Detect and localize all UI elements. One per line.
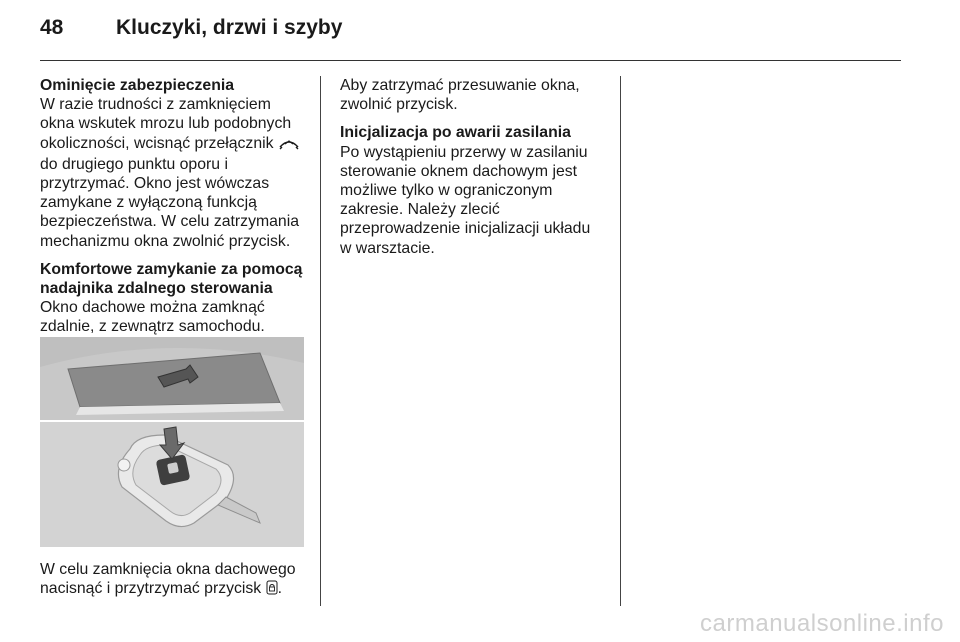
figure-caption xyxy=(40,560,306,600)
section-initialization xyxy=(340,123,606,257)
section-heading: Inicjalizacja po awarii zasilania xyxy=(340,124,571,142)
stop-window-text: Aby zatrzymać przesuwanie okna, zwolnić przycisk. xyxy=(340,77,580,114)
sunroof-switch-icon xyxy=(278,136,300,155)
body-text-after-icon: do drugiego punktu oporu i przytrzymać. Okno jest wówczas zamykane z wyłączoną funkcją bezpieczeństwa. W celu zatrzymania mechanizmu okna zwolnić przycisk. xyxy=(40,155,299,250)
section-body: Okno dachowe można zamknąć zdalnie, z zewnątrz samochodu. xyxy=(40,299,265,336)
watermark: carmanualsonline.info xyxy=(700,610,944,637)
middle-column xyxy=(340,76,606,267)
section-heading: Komfortowe zamykanie za pomocą nadajnika zdalnego sterowania xyxy=(40,260,303,298)
header-divider xyxy=(40,60,901,61)
section-body: Po wystąpieniu przerwy w zasilaniu sterowanie oknem dachowym jest możliwe tylko w ograniczonym zakresie. Należy zlecić przeprowadzenie inicjalizacji układu w warsztacie. xyxy=(340,143,591,257)
illustration-remote-key-sunroof xyxy=(40,337,304,547)
column-divider-right xyxy=(620,76,621,606)
section-body xyxy=(40,95,306,251)
body-text-before-icon: W razie trudności z zamknięciem okna wskutek mrozu lub podobnych okoliczności, wcisnąć przełącznik xyxy=(40,96,292,152)
caption-text: W celu zamknięcia okna dachowego nacisnąć i przytrzymać przycisk xyxy=(40,561,296,598)
section-heading: Ominięcie zabezpieczenia xyxy=(40,77,235,94)
chapter-title: Kluczyki, drzwi i szyby xyxy=(116,16,343,39)
caption-end: . xyxy=(277,580,282,598)
left-column xyxy=(40,76,306,346)
column-divider-left xyxy=(320,76,321,606)
section-remote-close xyxy=(40,260,306,337)
page-number: 48 xyxy=(40,16,64,39)
section-bypass xyxy=(40,76,306,251)
lock-button-icon xyxy=(266,580,278,600)
page-header xyxy=(40,16,342,52)
